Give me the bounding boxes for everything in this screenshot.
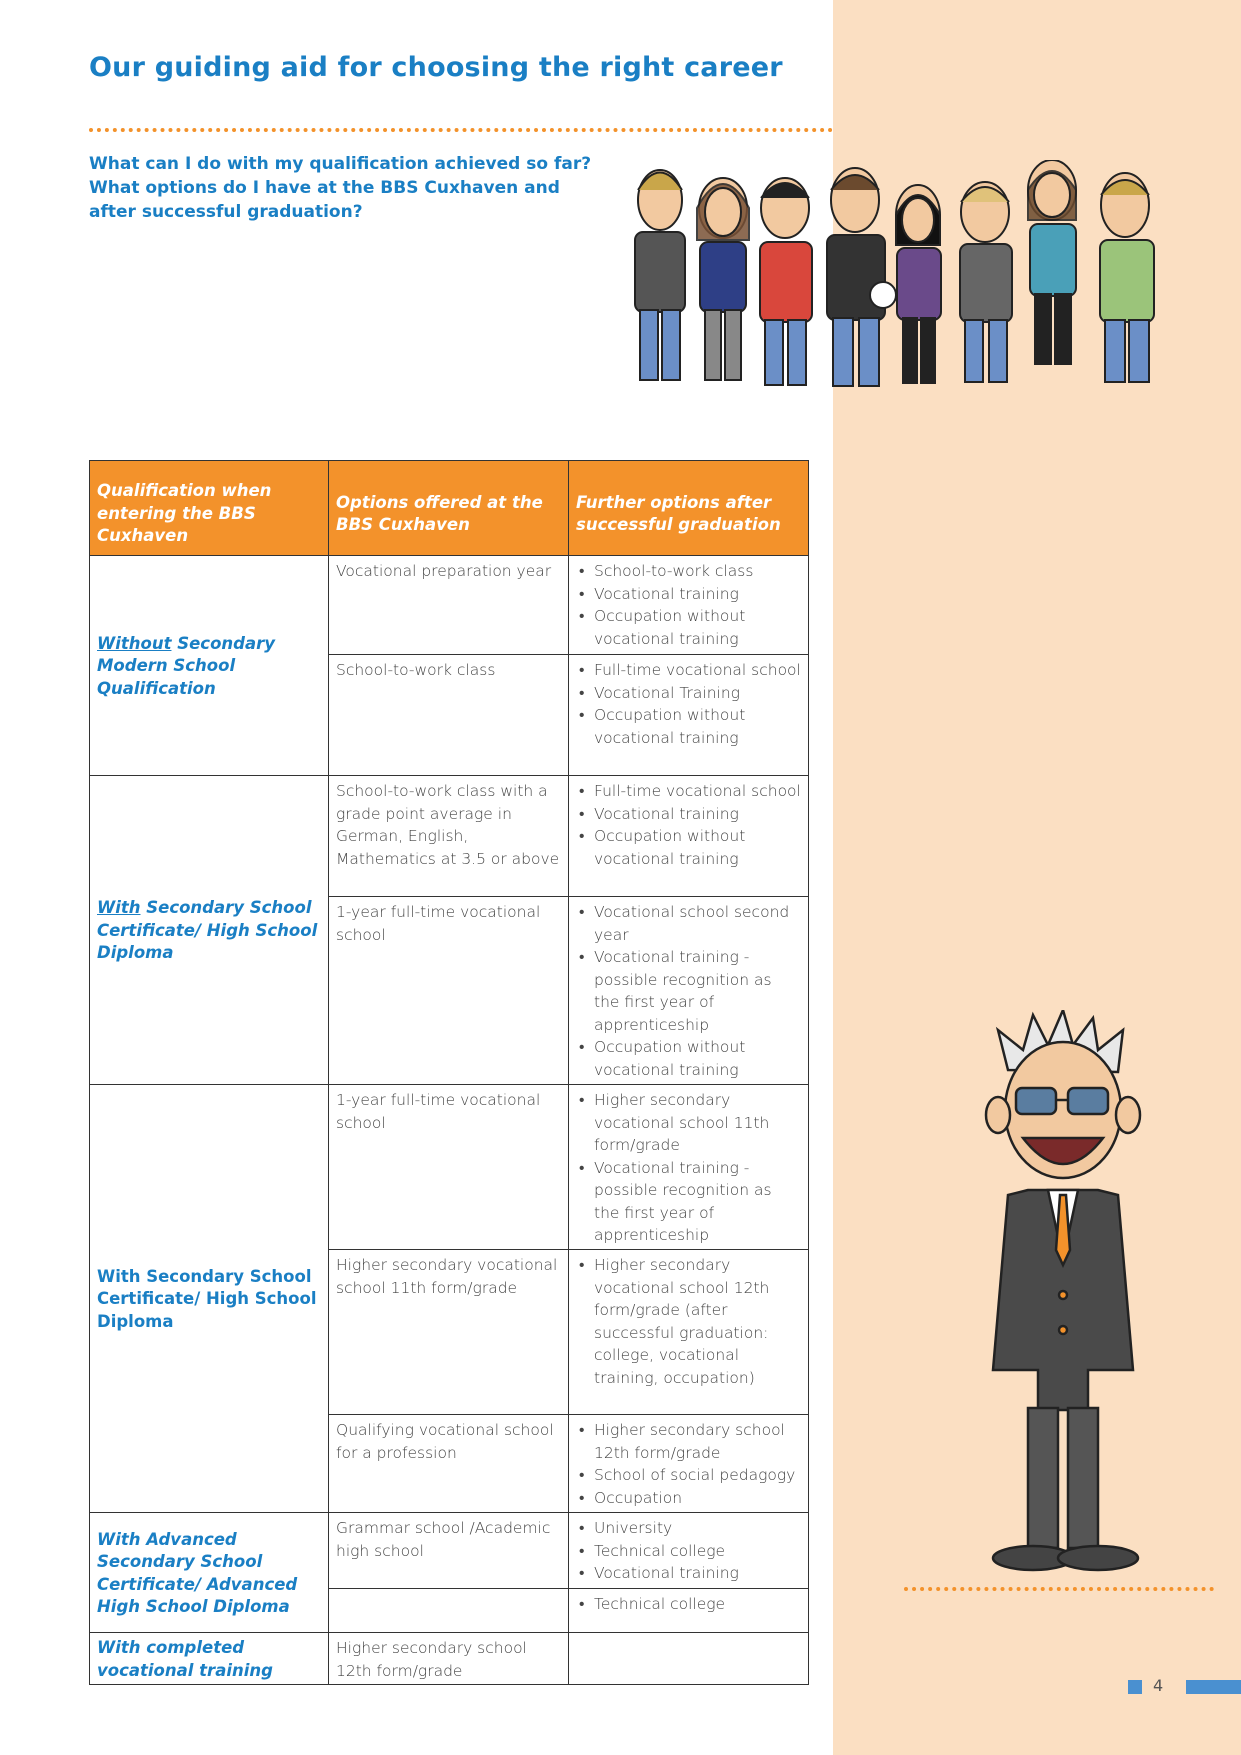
further-options-cell — [569, 1589, 809, 1633]
list-item: • School of social pedagogy — [576, 1464, 801, 1487]
further-options-cell — [569, 1513, 809, 1589]
option-cell: School-to-work class with a grade point average in German, English, Mathematics at 3.5 or above — [329, 776, 569, 897]
list-item: • Higher secondary school 12th form/grade — [576, 1419, 801, 1464]
student-figure — [760, 178, 812, 385]
qualification-text: Secondary School Certificate/ High School Diploma — [97, 898, 318, 963]
qualification-text: With Advanced Secondary School Certificate/ Advanced High School Diploma — [97, 1529, 298, 1616]
list-item: • Vocational training — [576, 803, 801, 826]
further-options-cell — [569, 655, 809, 776]
page-marker-bar — [1186, 1680, 1241, 1694]
option-cell: Grammar school /Academic high school — [329, 1513, 569, 1589]
qualification-text: With completed vocational training — [97, 1638, 273, 1680]
list-item: • Vocational Training — [576, 682, 801, 705]
list-item: • Vocational training — [576, 1562, 801, 1585]
option-cell: Higher secondary school 12th form/grade — [329, 1633, 569, 1685]
table-header-row — [90, 461, 809, 556]
list-item: • School-to-work class — [576, 560, 801, 583]
column-header: Options offered at the BBS Cuxhaven — [329, 461, 569, 556]
qualification-cell — [90, 1085, 329, 1513]
further-options-cell — [569, 1085, 809, 1250]
list-item: • Occupation without vocational training — [576, 605, 801, 650]
qualification-emphasis: With — [97, 898, 141, 918]
career-options-table — [89, 460, 809, 1685]
qualification-cell — [90, 776, 329, 1085]
list-item: • Vocational training -possible recognition as the first year of apprenticeship — [576, 1157, 801, 1247]
column-header: Qualification when entering the BBS Cuxhaven — [90, 461, 329, 556]
intro-line: after successful graduation? — [89, 202, 363, 222]
list-item: • Higher secondary vocational school 12th form/grade (after successful graduation: college, vocational training, occupation) — [576, 1254, 801, 1389]
intro-line: What options do I have at the BBS Cuxhaven and — [89, 178, 560, 198]
student-figure — [896, 185, 941, 383]
student-figure — [960, 182, 1012, 382]
option-cell: Qualifying vocational school for a profession — [329, 1415, 569, 1513]
student-figure — [827, 168, 896, 386]
qualification-cell — [90, 1513, 329, 1633]
list-item: • Technical college — [576, 1593, 801, 1616]
list-item: • Occupation — [576, 1487, 801, 1510]
student-figure — [635, 170, 685, 380]
further-options-cell — [569, 897, 809, 1085]
qualification-cell — [90, 1633, 329, 1685]
further-options-cell — [569, 1250, 809, 1415]
students-illustration — [605, 160, 1195, 430]
list-item: • Vocational training -possible recognition as the first year of apprenticeship — [576, 946, 801, 1036]
further-options-cell — [569, 1633, 809, 1685]
list-item: • Full-time vocational school — [576, 659, 801, 682]
further-options-cell — [569, 556, 809, 655]
option-cell: School-to-work class — [329, 655, 569, 776]
list-item: • University — [576, 1517, 801, 1540]
list-item: • Occupation without vocational training — [576, 1036, 801, 1081]
student-figure — [697, 178, 749, 380]
list-item: • Technical college — [576, 1540, 801, 1563]
list-item: • Occupation without vocational training — [576, 704, 801, 749]
further-options-cell — [569, 776, 809, 897]
student-figure — [1028, 160, 1076, 364]
dotted-divider — [89, 128, 833, 132]
further-options-cell — [569, 1415, 809, 1513]
qualification-emphasis: Without — [97, 633, 172, 653]
page-marker — [1128, 1680, 1142, 1694]
qualification-text: Secondary Modern School Qualification — [97, 633, 275, 698]
page-number: 4 — [1153, 1676, 1164, 1695]
intro-line: What can I do with my qualification achieved so far? — [89, 154, 592, 174]
list-item: • Higher secondary vocational school 11th form/grade — [576, 1089, 801, 1157]
intro-questions — [89, 152, 609, 224]
list-item: • Vocational school second year — [576, 901, 801, 946]
dotted-divider — [904, 1587, 1214, 1591]
qualification-cell — [90, 556, 329, 776]
list-item: • Full-time vocational school — [576, 780, 801, 803]
list-item: • Vocational training — [576, 583, 801, 606]
table-row — [90, 1085, 809, 1250]
page-title: Our guiding aid for choosing the right career — [89, 52, 783, 83]
student-figure — [1100, 173, 1154, 382]
table-row — [90, 556, 809, 655]
list-item: • Occupation without vocational training — [576, 825, 801, 870]
option-cell: Higher secondary vocational school 11th form/grade — [329, 1250, 569, 1415]
table-row — [90, 1633, 809, 1685]
option-cell: Vocational preparation year — [329, 556, 569, 655]
table-row — [90, 1513, 809, 1589]
option-cell: 1-year full-time vocational school — [329, 1085, 569, 1250]
column-header: Further options after successful graduation — [569, 461, 809, 556]
option-cell — [329, 1589, 569, 1633]
table-row — [90, 776, 809, 897]
mentor-illustration — [968, 1010, 1168, 1580]
option-cell: 1-year full-time vocational school — [329, 897, 569, 1085]
qualification-text: With Secondary School Certificate/ High School Diploma — [97, 1266, 317, 1331]
